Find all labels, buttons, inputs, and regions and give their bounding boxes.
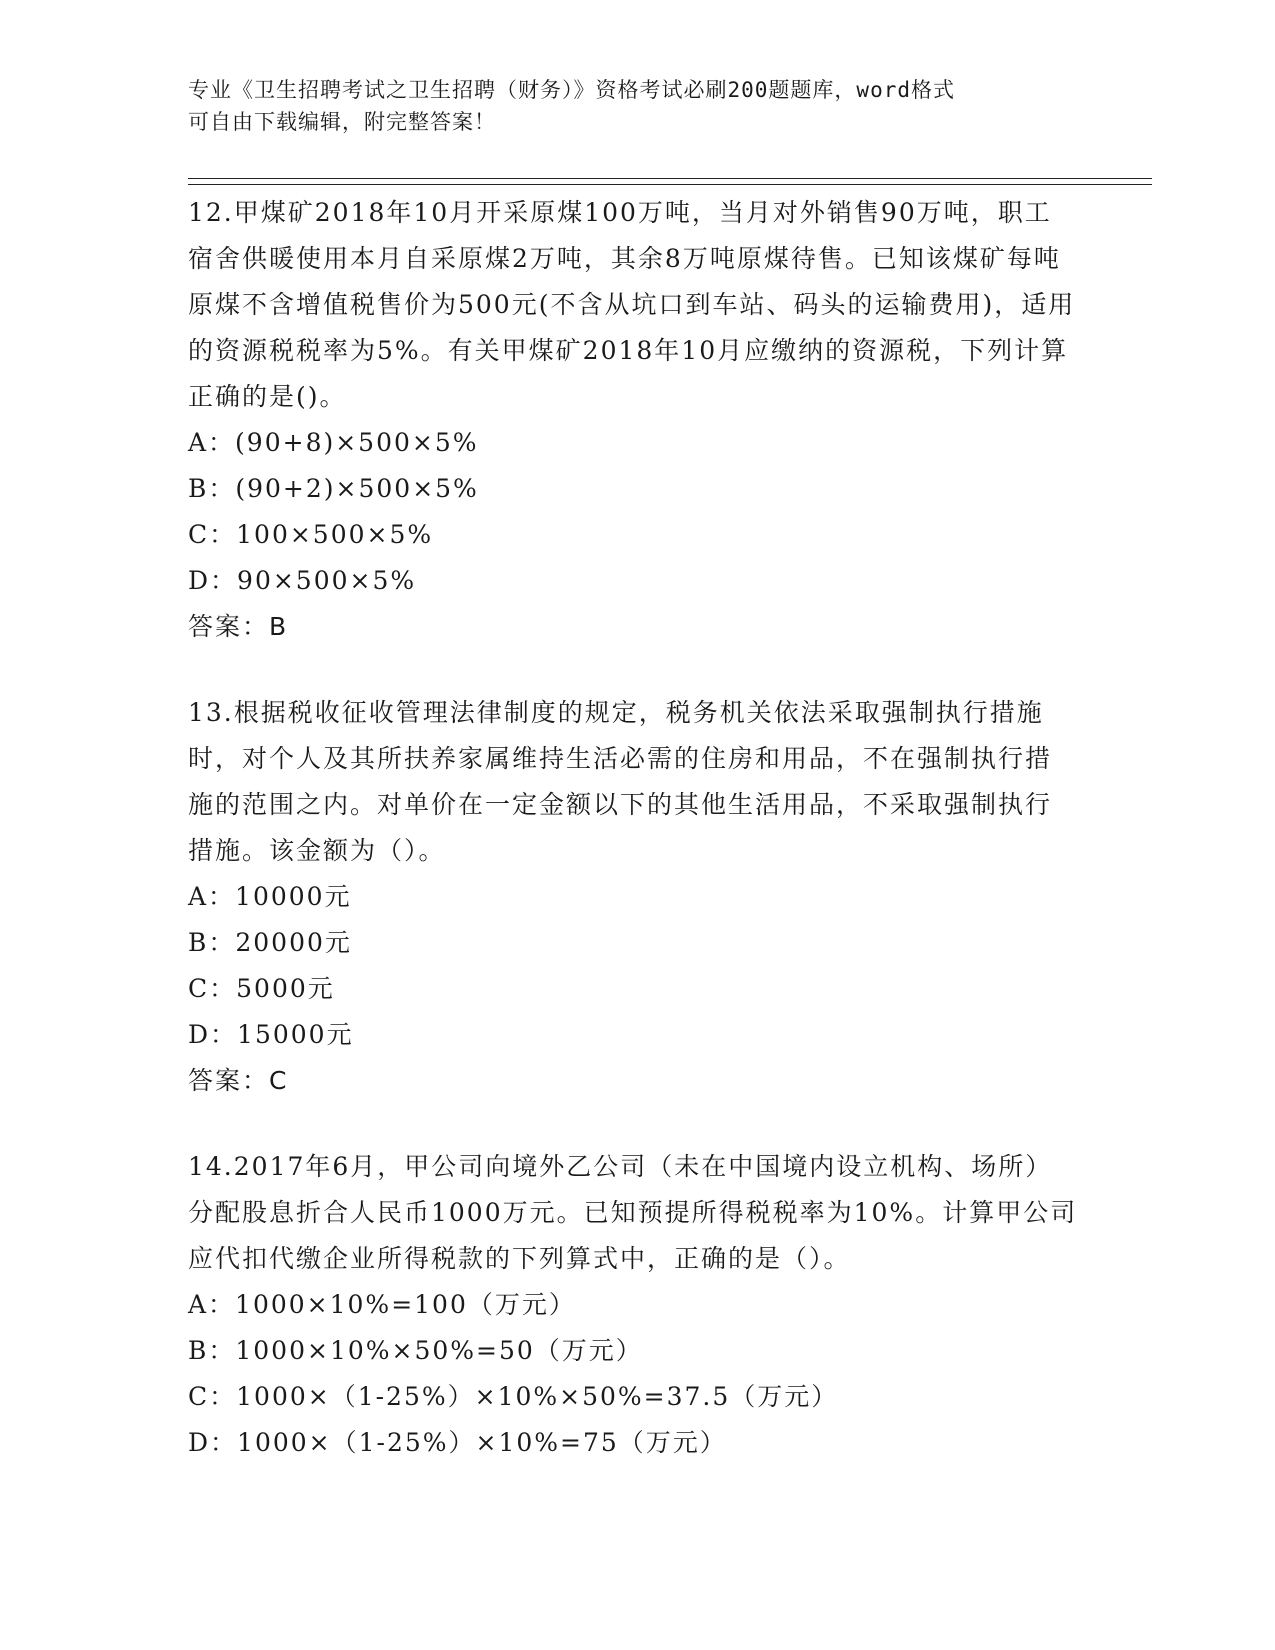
option-c: C：100×500×5% [188,520,434,549]
header-line-1: 专业《卫生招聘考试之卫生招聘（财务）》资格考试必刷200题题库，word格式 [188,78,955,102]
header-line-2: 可自由下载编辑，附完整答案！ [188,110,496,134]
option-d: D：15000元 [188,1020,354,1049]
header-divider-bottom [188,184,1152,185]
option-c: C：5000元 [188,974,335,1003]
option-c: C：1000×（1-25%）×10%×50%=37.5（万元） [188,1382,839,1411]
question-list [188,190,1078,1506]
document-header [188,74,1078,138]
option-a: A：1000×10%=100（万元） [188,1290,576,1319]
question-stem: 12.甲煤矿2018年10月开采原煤100万吨，当月对外销售90万吨，职工宿舍供暖使用本月自采原煤2万吨，其余8万吨原煤待售。已知该煤矿每吨原煤不含增值税售价为500元(不含从坑口到车站、码头的运输费用)，适用的资源税税率为5%。有关甲煤矿2018年10月应缴纳的资源税，下列计算正确的是()。 [188,198,1076,411]
option-b: B：(90+2)×500×5% [188,474,479,503]
question-12 [188,190,1078,650]
question-stem: 14.2017年6月，甲公司向境外乙公司（未在中国境内设立机构、场所）分配股息折合人民币1000万元。已知预提所得税税率为10%。计算甲公司应代扣代缴企业所得税款的下列算式中，正确的是（）。 [188,1152,1078,1273]
option-b: B：20000元 [188,928,352,957]
answer-line: 答案：B [188,612,289,641]
option-a: A：(90+8)×500×5% [188,428,479,457]
answer-line: 答案：C [188,1066,289,1095]
option-a: A：10000元 [188,882,352,911]
option-d: D：90×500×5% [188,566,417,595]
question-14 [188,1144,1078,1466]
question-13 [188,690,1078,1104]
header-divider-top [188,178,1152,179]
question-stem: 13.根据税收征收管理法律制度的规定，税务机关依法采取强制执行措施时，对个人及其所扶养家属维持生活必需的住房和用品，不在强制执行措施的范围之内。对单价在一定金额以下的其他生活用品，不采取强制执行措施。该金额为（）。 [188,698,1053,865]
option-d: D：1000×（1-25%）×10%=75（万元） [188,1428,727,1457]
option-b: B：1000×10%×50%=50（万元） [188,1336,643,1365]
